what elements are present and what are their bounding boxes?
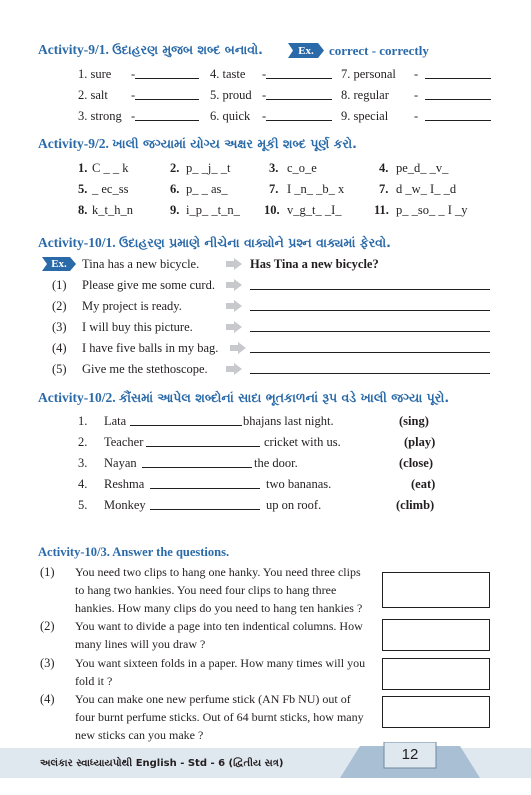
answer-blank[interactable] bbox=[266, 120, 332, 121]
answer-blank[interactable] bbox=[425, 78, 491, 79]
word-item: 5. proud bbox=[210, 88, 252, 102]
answer-blank[interactable] bbox=[135, 99, 199, 100]
question-line: many lines will you draw ? bbox=[75, 637, 206, 651]
item-number: (1) bbox=[52, 278, 67, 292]
sentence-rest: two bananas. bbox=[266, 477, 332, 491]
word-puzzle: p_ _j_ _t bbox=[186, 161, 231, 175]
dash: - bbox=[131, 109, 136, 123]
question-line: four burnt perfume sticks. Out of 64 burnt sticks, how many bbox=[75, 710, 364, 724]
answer-blank[interactable] bbox=[250, 331, 490, 332]
sentence: I will buy this picture. bbox=[82, 320, 193, 334]
question-number: (4) bbox=[40, 692, 55, 706]
dash: - bbox=[262, 67, 267, 81]
answer-blank[interactable] bbox=[135, 78, 199, 79]
dash: - bbox=[131, 67, 136, 81]
word-puzzle: p_ _so_ _ I _y bbox=[396, 203, 468, 217]
arrow-right-icon bbox=[226, 363, 242, 375]
word-puzzle: c_o_e bbox=[287, 161, 317, 175]
question-line: You can make one new perfume stick (AN Fb NU) out of bbox=[75, 692, 351, 706]
word-puzzle: p_ _ as_ bbox=[186, 182, 228, 196]
activity-title: Activity-9/1. bbox=[38, 42, 109, 57]
activity-title: Activity-10/1. bbox=[38, 235, 116, 250]
question-line: You want sixteen folds in a paper. How many times will you bbox=[75, 656, 366, 670]
item-number: 1. bbox=[78, 161, 88, 175]
arrow-right-icon bbox=[230, 342, 246, 354]
answer-blank[interactable] bbox=[250, 289, 490, 290]
word-item: 1. sure bbox=[78, 67, 112, 81]
arrow-right-icon bbox=[226, 300, 242, 312]
arrow-right-icon bbox=[226, 258, 242, 270]
activity-instruction: કૌંસમાં આપેલ શબ્દોનાં સાદા ભૂતકાળનાં રૂપ વડે ખાલી જગ્યા પૂરો. bbox=[118, 390, 450, 405]
example-question: Tina has a new bicycle. bbox=[82, 257, 200, 271]
item-number: 9. bbox=[170, 203, 180, 217]
answer-box[interactable] bbox=[382, 696, 490, 728]
question-number: (1) bbox=[40, 565, 55, 579]
item-number: 2. bbox=[78, 435, 88, 449]
word-item: 3. strong bbox=[78, 109, 122, 123]
answer-blank[interactable] bbox=[250, 352, 490, 353]
answer-blank[interactable] bbox=[425, 120, 491, 121]
word-puzzle: pe_d_ _v_ bbox=[396, 161, 449, 175]
dash: - bbox=[414, 88, 419, 102]
word-puzzle: I _n_ _b_ x bbox=[287, 182, 345, 196]
question-line: You need two clips to hang one hanky. You need three clips bbox=[75, 565, 361, 579]
dash: - bbox=[414, 109, 419, 123]
answer-blank[interactable] bbox=[266, 78, 332, 79]
sentence: Please give me some curd. bbox=[82, 278, 215, 292]
subject: Nayan bbox=[104, 456, 137, 470]
verb-hint: (sing) bbox=[399, 414, 429, 428]
item-number: 4. bbox=[78, 477, 88, 491]
item-number: 4. bbox=[379, 161, 389, 175]
item-number: (2) bbox=[52, 299, 67, 313]
activity-title: Activity-10/2. bbox=[38, 390, 116, 405]
sentence: Give me the stethoscope. bbox=[82, 362, 208, 376]
question-line: new sticks can you make ? bbox=[75, 728, 204, 742]
answer-blank[interactable] bbox=[250, 310, 490, 311]
word-item: 9. special bbox=[341, 109, 389, 123]
activity-instruction: ઉદાહરણ મુજબ શબ્દ બનાવો. bbox=[112, 42, 263, 57]
word-puzzle: i_p_ _t_n_ bbox=[186, 203, 240, 217]
answer-blank[interactable] bbox=[150, 488, 260, 489]
dash: - bbox=[131, 88, 136, 102]
word-puzzle: C _ _ k bbox=[92, 161, 129, 175]
item-number: 8. bbox=[78, 203, 88, 217]
footer-text: અલંકાર સ્વાધ્યાયપોથી English - Std - 6 (દ્વિતીય સત્ર) bbox=[40, 758, 284, 769]
sentence-rest: bhajans last night. bbox=[243, 414, 334, 428]
word-puzzle: v_g_t_ _I_ bbox=[287, 203, 342, 217]
item-number: 10. bbox=[264, 203, 280, 217]
answer-blank[interactable] bbox=[266, 99, 332, 100]
arrow-right-icon bbox=[226, 321, 242, 333]
item-number: 3. bbox=[78, 456, 88, 470]
item-number: 6. bbox=[170, 182, 180, 196]
answer-blank[interactable] bbox=[130, 425, 242, 426]
subject: Teacher bbox=[104, 435, 144, 449]
word-item: 4. taste bbox=[210, 67, 246, 81]
question-line: to hang two hankies. You need four clips to hang three bbox=[75, 583, 337, 597]
sentence-rest: cricket with us. bbox=[264, 435, 341, 449]
activity-10-1-heading bbox=[38, 235, 391, 251]
page-number: 12 bbox=[401, 746, 419, 763]
example-badge: Ex. bbox=[288, 43, 324, 58]
word-puzzle: k_t_h_n bbox=[92, 203, 133, 217]
verb-hint: (climb) bbox=[396, 498, 435, 512]
word-item: 6. quick bbox=[210, 109, 251, 123]
answer-box[interactable] bbox=[382, 658, 490, 690]
item-number: 1. bbox=[78, 414, 88, 428]
item-number: (4) bbox=[52, 341, 67, 355]
question-number: (2) bbox=[40, 619, 55, 633]
dash: - bbox=[262, 88, 267, 102]
activity-instruction: ઉદાહરણ પ્રમાણે નીચેના વાક્યોને પ્રશ્ન વાક્યમાં ફેરવો. bbox=[118, 235, 391, 250]
answer-box[interactable] bbox=[382, 572, 490, 608]
verb-hint: (play) bbox=[404, 435, 436, 449]
verb-hint: (eat) bbox=[411, 477, 436, 491]
dash: - bbox=[414, 67, 419, 81]
item-number: 5. bbox=[78, 182, 88, 196]
question-line: You want to divide a page into ten indentical columns. How bbox=[75, 619, 363, 633]
activity-9-2-heading bbox=[38, 136, 357, 152]
item-number: 7. bbox=[379, 182, 389, 196]
example-answer: Has Tina a new bicycle? bbox=[250, 257, 379, 271]
subject: Lata bbox=[104, 414, 127, 428]
answer-blank[interactable] bbox=[150, 509, 260, 510]
word-item: 8. regular bbox=[341, 88, 389, 102]
activity-9-1-heading bbox=[38, 42, 263, 58]
item-number: 7. bbox=[269, 182, 279, 196]
sentence-rest: up on roof. bbox=[266, 498, 322, 512]
item-number: 5. bbox=[78, 498, 88, 512]
item-number: 3. bbox=[269, 161, 279, 175]
word-puzzle: _ ec_ss bbox=[92, 182, 129, 196]
verb-hint: (close) bbox=[399, 456, 434, 470]
activity-10-3-heading: Activity-10/3. Answer the questions. bbox=[38, 545, 230, 559]
activity-instruction: ખાલી જગ્યામાં યોગ્ય અક્ષર મૂકી શબ્દ પૂર્ણ કરો. bbox=[112, 136, 357, 151]
answer-blank[interactable] bbox=[135, 120, 199, 121]
item-number: (3) bbox=[52, 320, 67, 334]
subject: Monkey bbox=[104, 498, 146, 512]
example-badge: Ex. bbox=[42, 257, 76, 271]
activity-title: Activity-9/2. bbox=[38, 136, 109, 151]
answer-blank[interactable] bbox=[250, 373, 490, 374]
activity-10-2-heading bbox=[38, 390, 449, 406]
question-line: hankies. How many clips do you need to hang ten hankies ? bbox=[75, 601, 363, 615]
sentence-rest: the door. bbox=[254, 456, 298, 470]
word-item: 7. personal bbox=[341, 67, 396, 81]
item-number: (5) bbox=[52, 362, 67, 376]
sentence: I have five balls in my bag. bbox=[82, 341, 219, 355]
word-item: 2. salt bbox=[78, 88, 108, 102]
sentence: My project is ready. bbox=[82, 299, 182, 313]
answer-box[interactable] bbox=[382, 619, 490, 651]
item-number: 2. bbox=[170, 161, 180, 175]
answer-blank[interactable] bbox=[146, 446, 260, 447]
word-puzzle: d _w_ I_ _d bbox=[396, 182, 457, 196]
item-number: 11. bbox=[374, 203, 389, 217]
question-line: fold it ? bbox=[75, 674, 113, 688]
subject: Reshma bbox=[104, 477, 145, 491]
answer-blank[interactable] bbox=[142, 467, 252, 468]
answer-blank[interactable] bbox=[425, 99, 491, 100]
example-text: correct - correctly bbox=[329, 43, 429, 58]
question-number: (3) bbox=[40, 656, 55, 670]
dash: - bbox=[262, 109, 267, 123]
arrow-right-icon bbox=[226, 279, 242, 291]
